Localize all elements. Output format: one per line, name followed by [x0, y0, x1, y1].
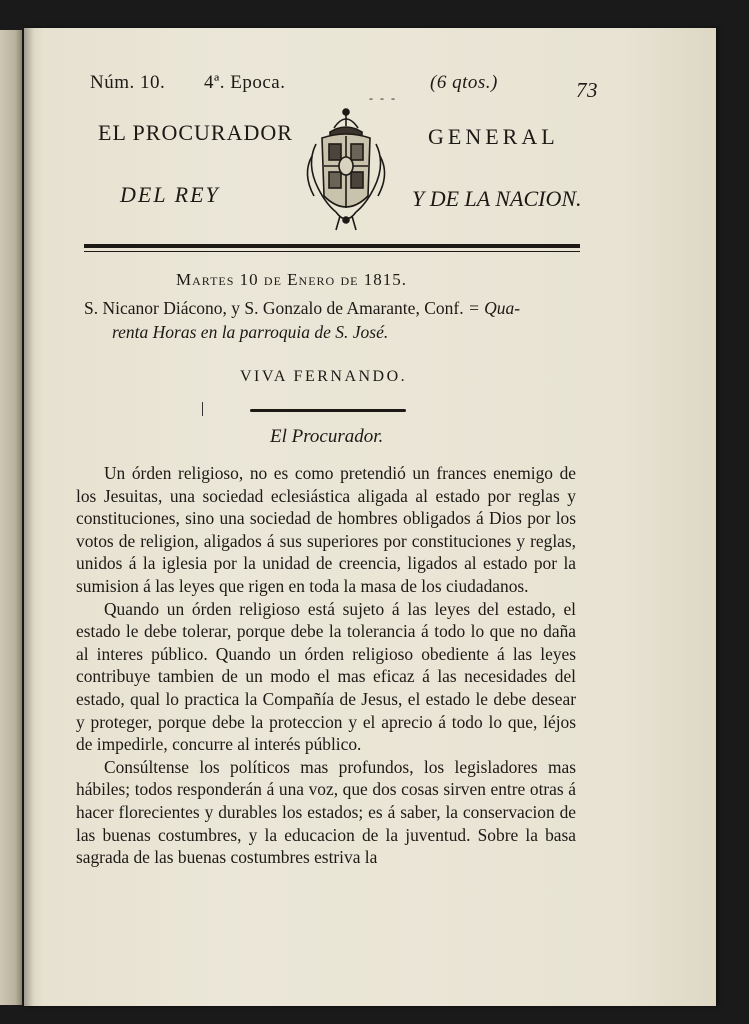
stray-mark	[202, 402, 203, 416]
issue-date: Martes 10 de Enero de 1815.	[176, 270, 407, 289]
epoca-label: 4ª. Epoca.	[204, 72, 286, 93]
paragraph-3: Consúltense los políticos mas profundos, los legisladores mas hábiles; todos responderán á una voz, que dos cosas sirven entre otras á hacer florecientes y durables los estados; es á saber, la conservacion de las buenas costumbres, y la educacion de la juventud. Sobre la basa sagrada de las buenas costumbres estriva la	[76, 756, 576, 868]
royal-coat-of-arms-icon	[296, 104, 396, 234]
masthead-line2-left: DEL REY	[120, 182, 220, 207]
masthead-line2-right: Y DE LA NACION.	[412, 186, 582, 211]
left-page-edge	[0, 30, 22, 1005]
saints-line1	[84, 298, 520, 319]
masthead-rule-thin	[84, 251, 580, 252]
masthead-line1-right: GENERAL	[428, 124, 559, 149]
paragraph-2: Quando un órden religioso está sujeto á las leyes del estado, el estado le debe tolerar, porque debe la tolerancia á todo lo que no daña al interes público. Quando un órden religioso obediente á las leyes contribuye tambien de un modo el mas eficaz á las necesidades del estado, qual lo practica la Compañía de Jesus, el estado le debe desear y proteger, porque debe la proteccion y el aprecio á todo lo que, léjos de impedirle, concurre al interés público.	[76, 598, 576, 755]
section-title: El Procurador.	[270, 426, 384, 447]
header-dots: ‐ ‐ ‐	[369, 91, 397, 105]
paragraph-1: Un órden religioso, no es como pretendió un frances enemigo de los Jesuitas, una sociedad eclesiástica aligada al estado por reglas y constituciones, sino una sociedad de hombres obligados á Dios por los votos de religion, aligados á sus superiores por constituciones y reglas, unidos á la iglesia por la unidad de creencia, ligados al estado por la sumision á las leyes que rigen en toda la masa de los ciudadanos.	[76, 463, 576, 596]
newspaper-page	[24, 28, 716, 1006]
page-number: 73	[576, 78, 598, 102]
issue-number: Núm. 10.	[90, 72, 166, 93]
saints-line1-text: S. Nicanor Diácono, y S. Gonzalo de Amarante, Conf.	[84, 298, 464, 318]
article-body	[76, 462, 576, 869]
section-rule	[250, 409, 406, 412]
masthead-line1-left: EL PROCURADOR	[98, 120, 293, 145]
saints-line2: renta Horas en la parroquia de S. José.	[112, 322, 389, 342]
price-label: (6 qtos.)	[430, 72, 498, 93]
masthead-rule-thick	[84, 244, 580, 248]
saints-line1-italic: = Qua-	[467, 298, 521, 318]
viva-fernando: VIVA FERNANDO.	[240, 368, 408, 385]
spine-shadow	[24, 28, 34, 1006]
